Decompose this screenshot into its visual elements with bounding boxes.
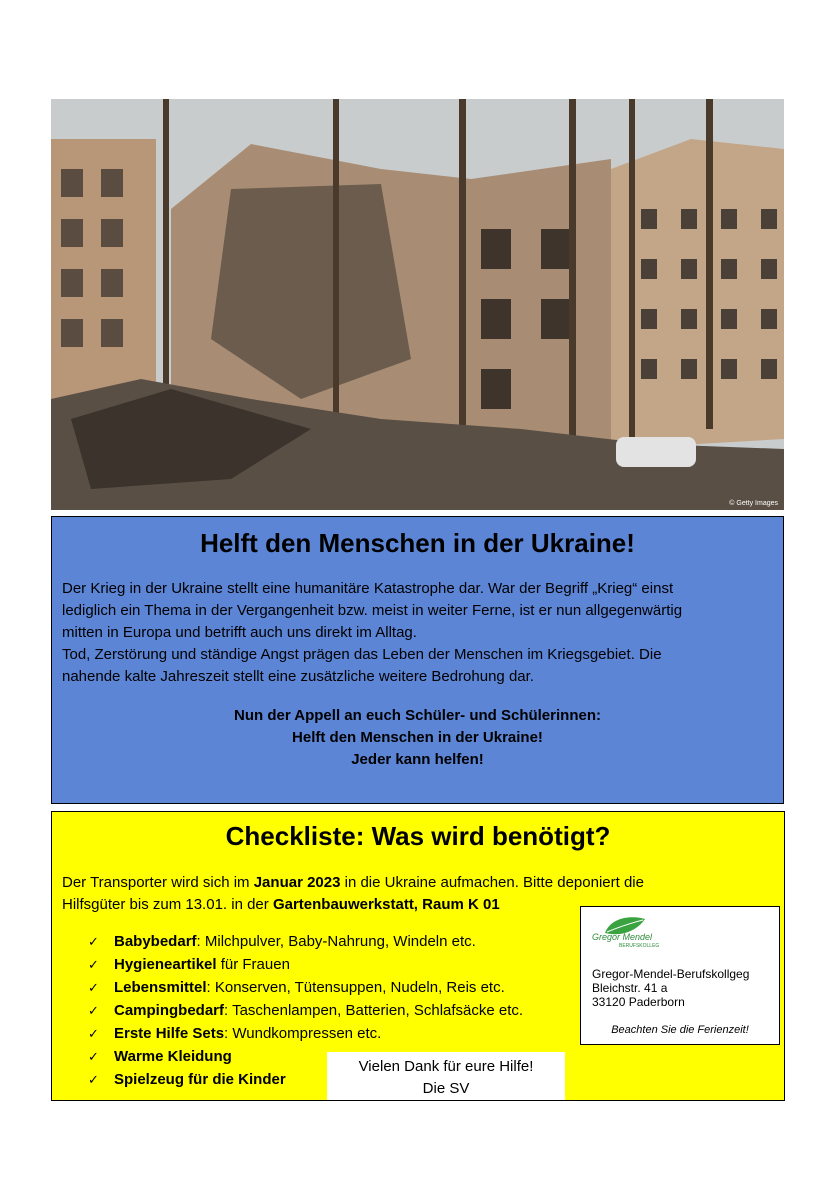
intro-location: Gartenbauwerkstatt, Raum K 01 — [272, 896, 500, 913]
intro-text: Hilfsgüter bis zum 13.01. in der — [62, 896, 273, 913]
checkmark-icon: ✓ — [88, 1072, 99, 1087]
checkmark-icon: ✓ — [88, 980, 99, 995]
intro-text: Der Transporter wird sich im — [62, 874, 254, 891]
appeal-heading: Helft den Menschen in der Ukraine! — [200, 528, 635, 558]
item-detail: : Konserven, Tütensuppen, Nudeln, Reis etc. — [206, 979, 505, 996]
school-name: Gregor-Mendel-Berufskollgeg — [592, 967, 750, 981]
item-label: Spielzeug für die Kinder — [114, 1071, 286, 1088]
checklist-heading: Checkliste: Was wird benötigt? — [225, 821, 611, 851]
intro-date: Januar 2023 — [253, 874, 341, 891]
item-detail: : Milchpulver, Baby-Nahrung, Windeln etc. — [196, 933, 476, 950]
checkmark-icon: ✓ — [88, 1003, 99, 1018]
intro-text: in die Ukraine aufmachen. Bitte deponiert die — [340, 874, 644, 891]
appeal-line: Helft den Menschen in der Ukraine! — [292, 729, 543, 746]
item-detail: für Frauen — [216, 956, 290, 973]
hero-photo — [51, 99, 784, 510]
appeal-callout — [52, 705, 783, 771]
holiday-note: Beachten Sie die Ferienzeit! — [611, 1024, 749, 1036]
list-item — [88, 976, 523, 999]
appeal-line: Nun der Appell an euch Schüler- und Schülerinnen: — [234, 707, 601, 724]
item-detail: : Taschenlampen, Batterien, Schlafsäcke etc. — [224, 1002, 524, 1019]
checkmark-icon: ✓ — [88, 957, 99, 972]
logo-subtitle: BERUFSKOLLEG — [619, 943, 660, 949]
checklist-panel — [51, 811, 785, 1101]
checkmark-icon: ✓ — [88, 1026, 99, 1041]
street: Bleichstr. 41 a — [592, 981, 668, 995]
contact-card — [580, 906, 780, 1045]
destroyed-buildings-illustration — [51, 99, 784, 510]
item-label: Lebensmittel — [114, 979, 207, 996]
item-label: Campingbedarf — [114, 1002, 225, 1019]
body-line: mitten in Europa und betrifft auch uns direkt im Alltag. — [62, 624, 417, 641]
body-line: nahende kalte Jahreszeit stellt eine zusätzliche weitere Bedrohung dar. — [62, 668, 534, 685]
item-label: Erste Hilfe Sets — [114, 1025, 225, 1042]
body-line: Der Krieg in der Ukraine stellt eine humanitäre Katastrophe dar. War der Begriff „Krieg“ einst — [62, 580, 674, 597]
city: 33120 Paderborn — [592, 995, 685, 1009]
list-item — [88, 930, 523, 953]
body-line: lediglich ein Thema in der Vergangenheit bzw. meist in weiter Ferne, ist er nun allgegenwärtig — [62, 602, 683, 619]
item-label: Warme Kleidung — [114, 1048, 232, 1065]
thanks-box — [327, 1052, 565, 1100]
checkmark-icon: ✓ — [88, 1049, 99, 1064]
logo-text: Gregor Mendel — [592, 932, 653, 942]
item-label: Babybedarf — [114, 933, 197, 950]
checkmark-icon: ✓ — [88, 934, 99, 949]
list-item — [88, 999, 523, 1022]
body-line: Tod, Zerstörung und ständige Angst prägen das Leben der Menschen im Kriegsgebiet. Die — [62, 646, 662, 663]
appeal-body — [62, 578, 773, 688]
thanks-line: Vielen Dank für eure Hilfe! — [358, 1058, 534, 1075]
address — [592, 967, 749, 1009]
item-label: Hygieneartikel — [114, 956, 217, 973]
signature: Die SV — [422, 1080, 470, 1097]
item-detail: : Wundkompressen etc. — [224, 1025, 382, 1042]
appeal-line: Jeder kann helfen! — [351, 751, 484, 768]
photo-credit: © Getty Images — [729, 500, 778, 507]
list-item — [88, 953, 523, 976]
appeal-panel — [51, 516, 784, 804]
list-item — [88, 1022, 523, 1045]
